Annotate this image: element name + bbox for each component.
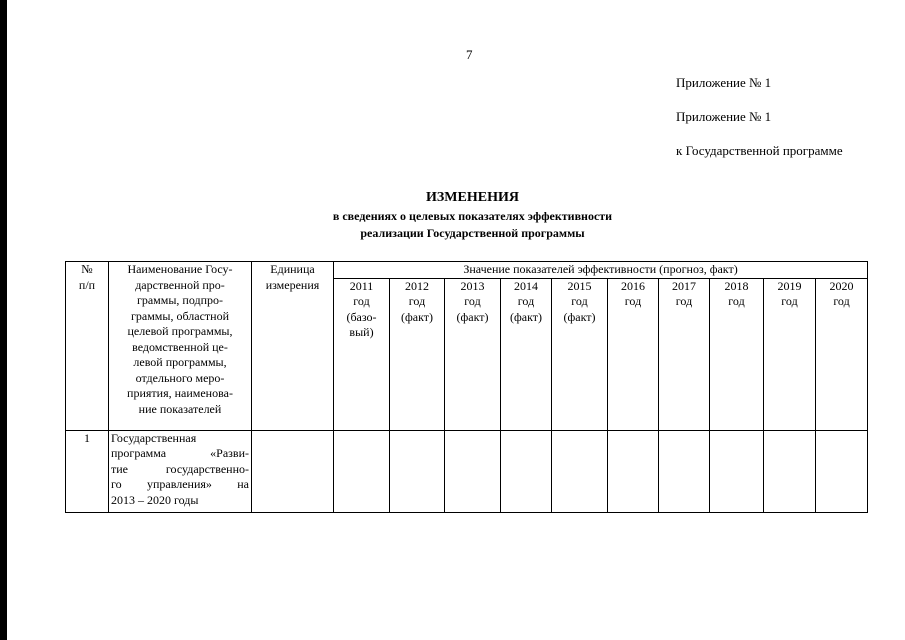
header-year-2019	[764, 278, 816, 430]
year-header-line2: год	[833, 294, 850, 308]
header-year-2013	[445, 278, 501, 430]
year-header-year: 2011	[349, 278, 374, 293]
value-cell-2019	[764, 430, 816, 512]
header-name-line: отдельного меро-	[135, 370, 225, 385]
header-row-1	[66, 262, 868, 279]
row-name-line: программа «Разви-	[111, 446, 249, 460]
appendix-label-2: Приложение № 1	[676, 109, 772, 124]
year-header-line2: год	[728, 294, 745, 308]
header-name-text	[111, 262, 249, 417]
year-header-year: 2013	[460, 278, 485, 293]
document-subtitle-line-1: в сведениях о целевых показателях эффективности	[332, 209, 613, 223]
row-name-line: Государственная	[111, 430, 197, 445]
header-year-2012	[390, 278, 445, 430]
year-header-line2: год	[675, 294, 693, 308]
header-year-2016	[608, 278, 659, 430]
year-header-year: 2017	[672, 278, 696, 293]
value-cell-2012	[390, 430, 445, 512]
row-name-line: тие государственно-	[111, 461, 249, 476]
indicators-table	[65, 261, 868, 513]
year-header-year: 2012	[405, 278, 429, 293]
header-name-line: граммы, подпро-	[136, 293, 224, 307]
year-header-year: 2014	[514, 278, 538, 293]
value-cell-2018	[710, 430, 764, 512]
row-number: 1	[66, 430, 109, 512]
header-name-line: целевой программы,	[127, 324, 233, 338]
year-header-line3: (факт)	[400, 309, 433, 324]
header-name-cell	[109, 262, 252, 431]
year-header-line3: (факт)	[456, 309, 489, 324]
header-values-group: Значение показателей эффективности (прогноз, факт)	[334, 262, 868, 279]
table-row	[66, 430, 868, 512]
year-header-line2: год	[408, 294, 426, 308]
year-header-line4: вый)	[349, 325, 374, 339]
scan-left-edge	[0, 0, 7, 640]
year-header-year: 2020	[829, 278, 854, 293]
row-name-last-line: 2013 – 2020 годы	[111, 492, 199, 507]
header-year-2011	[334, 278, 390, 430]
header-name-line: Наименование Госу-	[127, 262, 233, 276]
year-header-line2: год	[353, 294, 370, 308]
value-cell-2011	[334, 430, 390, 512]
header-name-line: ведомственной це-	[132, 339, 228, 354]
header-year-2017	[659, 278, 710, 430]
year-header-line2: год	[624, 294, 642, 308]
header-name-line: ние показателей	[138, 401, 222, 416]
year-header-year: 2019	[777, 278, 802, 293]
header-year-2020	[816, 278, 868, 430]
header-year-2018	[710, 278, 764, 430]
year-header-line2: год	[781, 294, 798, 308]
row-unit	[252, 430, 334, 512]
appendix-label-3: к Государственной программе	[676, 143, 843, 158]
header-year-2015	[552, 278, 608, 430]
row-name-text	[111, 431, 249, 493]
value-cell-2017	[659, 430, 710, 512]
year-header-line3: (факт)	[509, 309, 542, 324]
header-name-line: граммы, областной	[130, 308, 230, 323]
value-cell-2016	[608, 430, 659, 512]
header-number-line1: №	[81, 262, 93, 276]
header-name-line: приятия, наименова-	[127, 386, 233, 400]
header-year-2014	[501, 278, 552, 430]
header-number-cell	[66, 262, 109, 431]
header-name-line: дарственной про-	[135, 277, 225, 292]
document-subtitle-line-2: реализации Государственной программы	[360, 226, 585, 240]
value-cell-2015	[552, 430, 608, 512]
header-unit-line1: Единица	[270, 262, 315, 276]
year-header-line2: год	[517, 294, 535, 308]
year-header-year: 2016	[621, 278, 645, 293]
year-header-line2: год	[571, 294, 588, 308]
page-number: 7	[466, 47, 473, 62]
year-header-line3: (факт)	[563, 309, 596, 324]
document-title: ИЗМЕНЕНИЯ	[426, 190, 519, 205]
value-cell-2014	[501, 430, 552, 512]
row-name-line: го управления» на	[111, 477, 249, 491]
appendix-label-1: Приложение № 1	[676, 75, 772, 90]
header-unit-cell	[252, 262, 334, 431]
row-name-cell	[109, 430, 252, 512]
header-unit-line2: измерения	[265, 277, 320, 292]
year-header-line3: (базо-	[346, 309, 377, 324]
year-header-year: 2018	[724, 278, 749, 293]
year-header-line2: год	[464, 294, 481, 308]
year-header-year: 2015	[567, 278, 592, 293]
header-name-line: левой программы,	[133, 355, 227, 369]
header-number-line2: п/п	[78, 277, 96, 292]
value-cell-2020	[816, 430, 868, 512]
value-cell-2013	[445, 430, 501, 512]
